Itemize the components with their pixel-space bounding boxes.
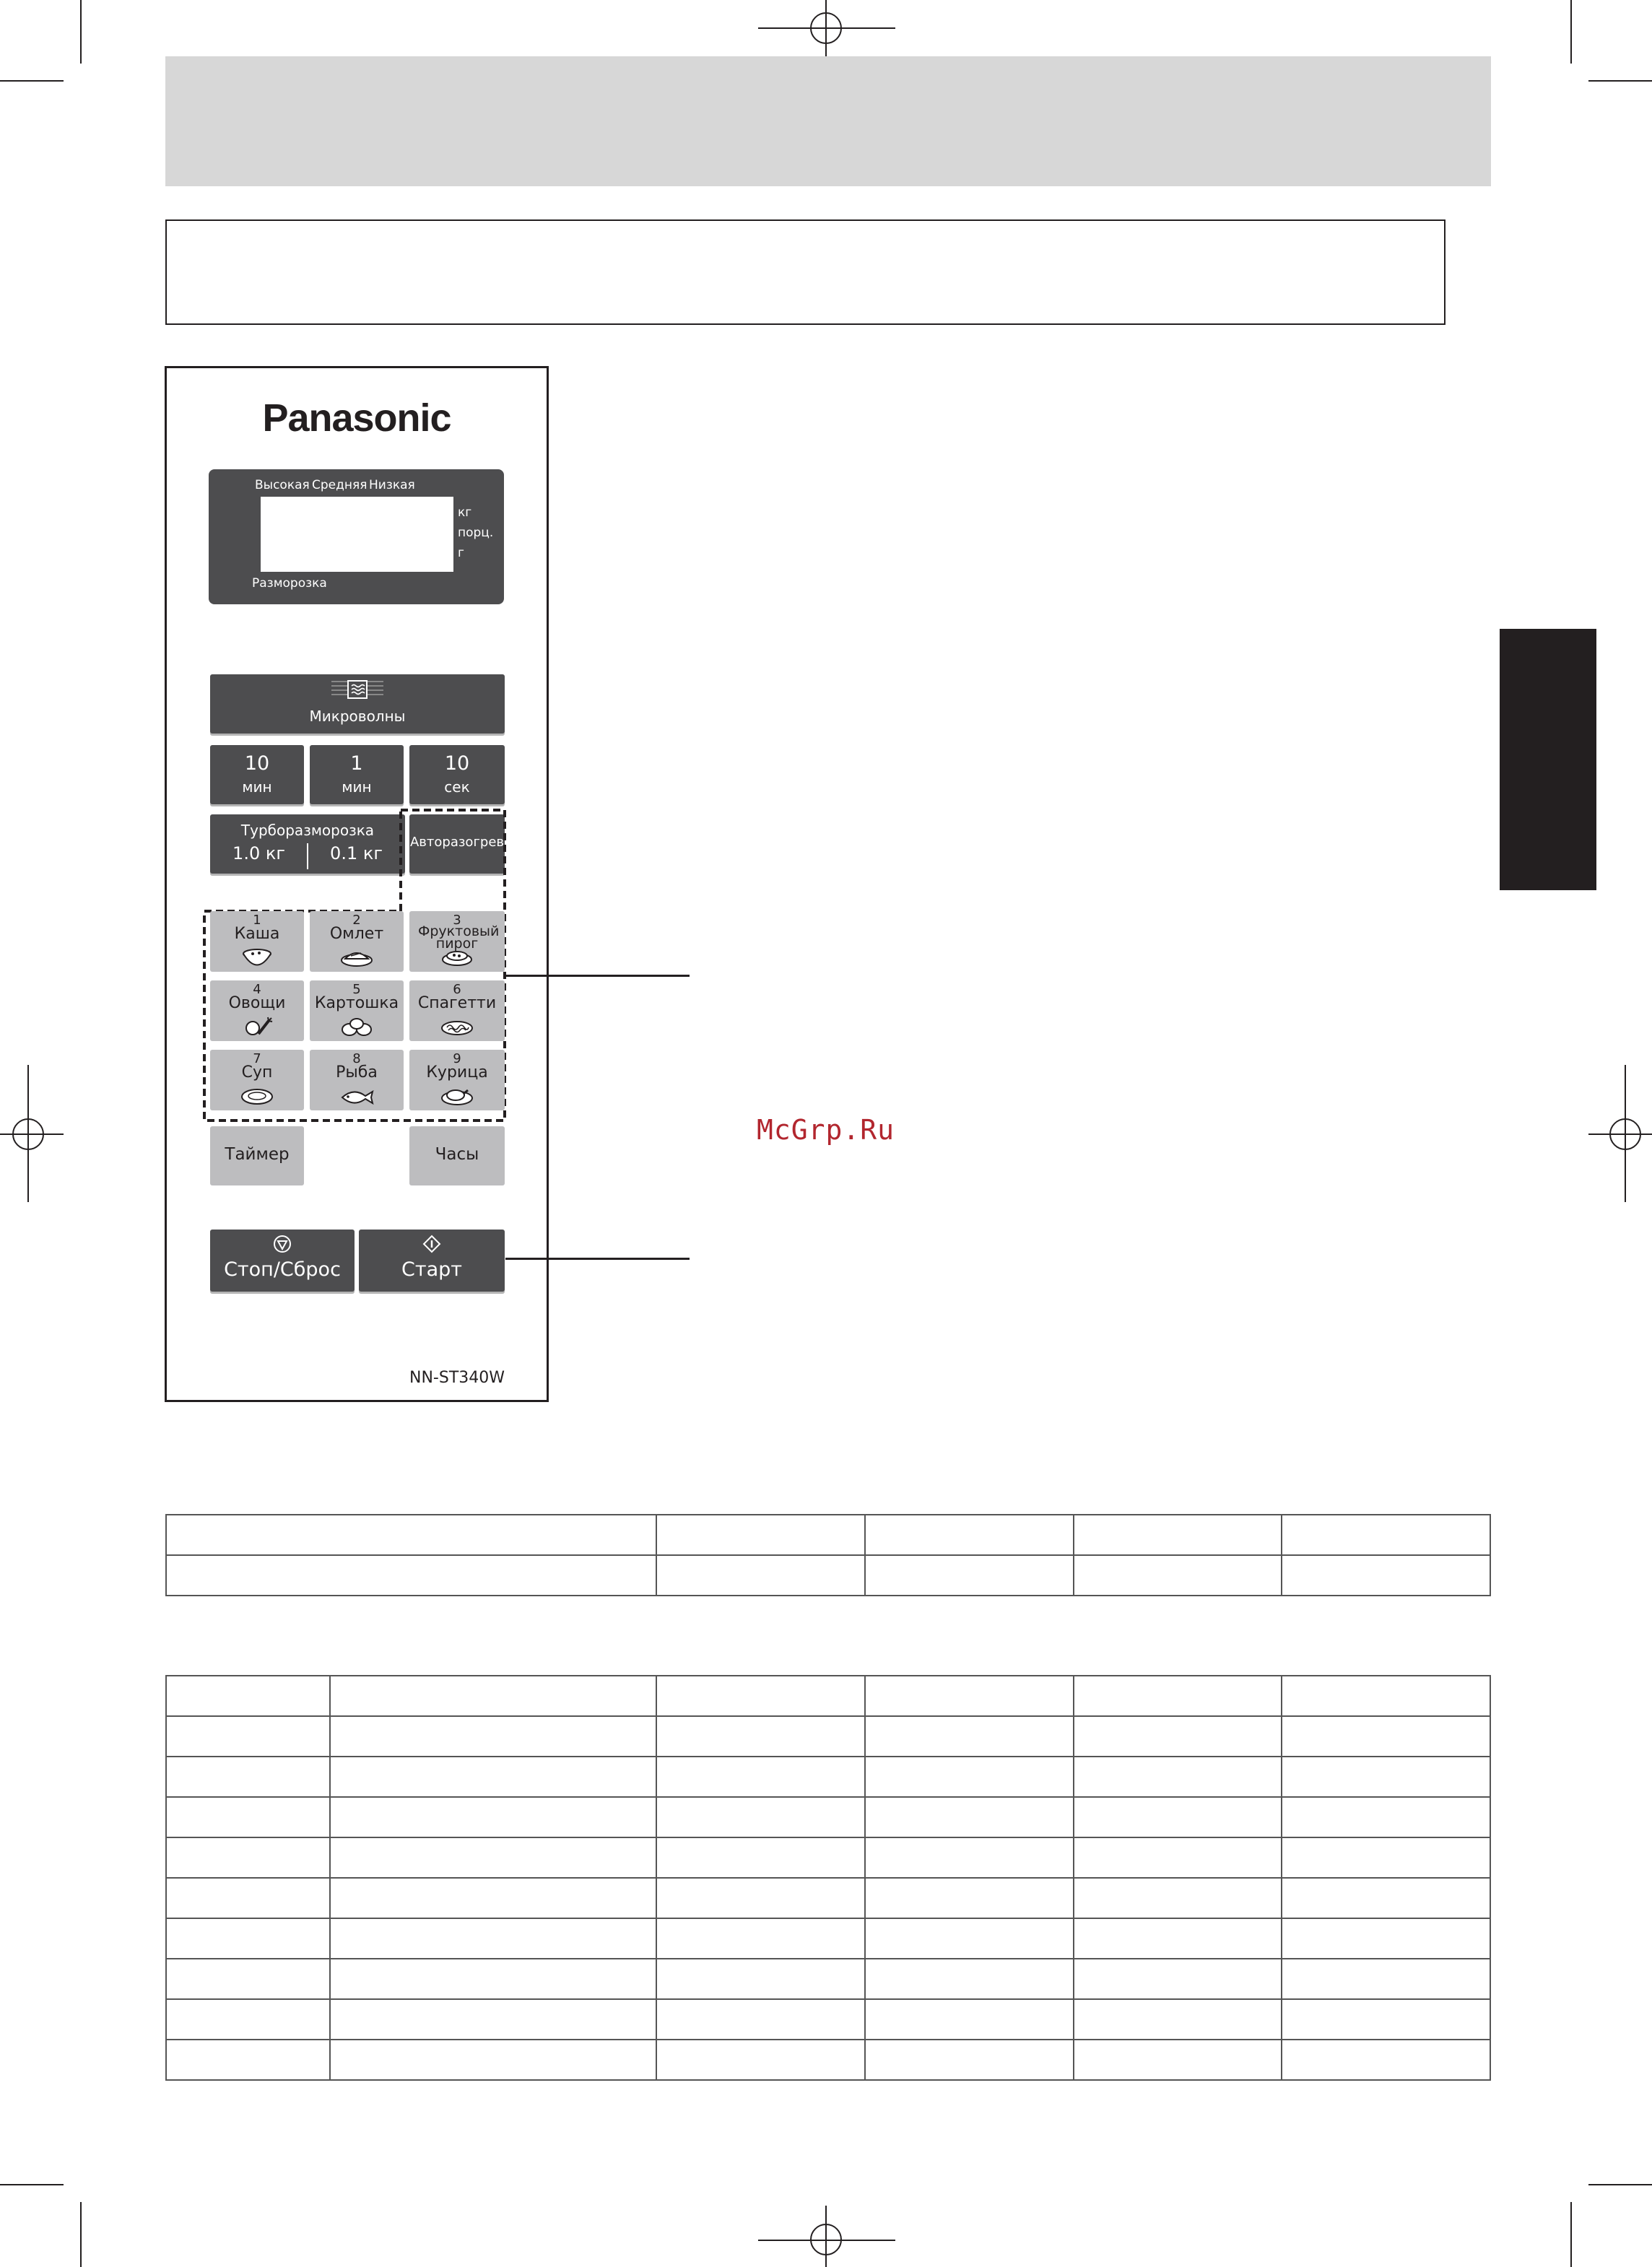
brand-logo: Panasonic — [262, 396, 451, 440]
auto-reheat-label: Авторазогрев — [409, 835, 505, 850]
defrost-label: Разморозка — [252, 576, 327, 591]
program-name: Курица — [426, 1063, 488, 1082]
clock-label: Часы — [435, 1145, 479, 1164]
start-button[interactable] — [359, 1230, 505, 1292]
program-name: Фруктовый пирог — [418, 923, 500, 952]
program-button-3[interactable] — [409, 911, 505, 972]
program-button-6[interactable] — [409, 980, 505, 1041]
time-value: 1 — [350, 752, 363, 775]
table-row — [166, 1918, 1490, 1959]
omelette-icon — [339, 947, 374, 967]
program-button-2[interactable] — [310, 911, 404, 972]
power-high-label: Высокая — [255, 478, 310, 492]
table-row — [166, 1878, 1490, 1918]
leader-line — [505, 1258, 690, 1260]
program-number: 6 — [453, 982, 461, 997]
start-label: Старт — [401, 1258, 462, 1281]
program-button-9[interactable] — [409, 1050, 505, 1110]
program-number: 4 — [253, 982, 261, 997]
program-name: Овощи — [228, 994, 286, 1012]
table-row — [166, 1555, 1490, 1596]
program-button-5[interactable] — [310, 980, 404, 1041]
time-unit: мин — [242, 778, 272, 796]
table-row — [166, 1837, 1490, 1878]
table-row — [166, 1999, 1490, 2040]
microwave-button[interactable] — [210, 674, 505, 734]
program-number: 2 — [352, 913, 361, 928]
timer-label: Таймер — [225, 1145, 290, 1164]
time-unit: сек — [444, 778, 470, 796]
program-name: Омлет — [329, 925, 384, 943]
ten-second-button[interactable] — [409, 745, 505, 804]
program-name: Рыба — [336, 1063, 378, 1082]
unit-portion-label: порц. — [458, 526, 494, 540]
table-top — [165, 1514, 1491, 1596]
crop-mark — [80, 2202, 82, 2267]
table-row — [166, 2040, 1490, 2080]
model-number: NN-ST340W — [409, 1369, 505, 1387]
fish-icon — [339, 1086, 374, 1106]
crop-mark — [1570, 2202, 1572, 2267]
program-button-4[interactable] — [210, 980, 304, 1041]
header-bar — [165, 56, 1491, 186]
bowl-icon — [240, 947, 274, 967]
turbo-defrost-label: Турборазморозка — [240, 822, 375, 839]
table-bottom — [165, 1675, 1491, 2081]
pie-icon — [440, 947, 474, 967]
program-number: 8 — [352, 1051, 361, 1066]
crop-mark — [1588, 2184, 1652, 2185]
program-number: 1 — [253, 913, 261, 928]
lcd-screen — [261, 497, 453, 572]
program-name: Картошка — [314, 994, 399, 1012]
soup-plate-icon — [240, 1086, 274, 1106]
table-row — [166, 1797, 1490, 1837]
program-button-1[interactable] — [210, 911, 304, 972]
microwave-label: Микроволны — [309, 708, 406, 725]
vegetables-icon — [240, 1015, 274, 1037]
turbo-defrost-option-2: 0.1 кг — [330, 843, 383, 863]
registration-circle — [1609, 1118, 1641, 1150]
timer-button[interactable] — [210, 1126, 304, 1185]
one-minute-button[interactable] — [310, 745, 404, 804]
spaghetti-icon — [440, 1017, 474, 1037]
program-number: 5 — [352, 982, 361, 997]
watermark: McGrp.Ru — [757, 1114, 895, 1146]
table-row — [166, 1757, 1490, 1797]
time-unit: мин — [342, 778, 372, 796]
program-name: Каша — [234, 925, 280, 943]
table-row — [166, 1716, 1490, 1757]
start-icon — [422, 1234, 442, 1254]
crop-mark — [1570, 0, 1572, 64]
program-name: Суп — [241, 1063, 273, 1082]
program-button-7[interactable] — [210, 1050, 304, 1110]
crop-mark — [80, 0, 82, 64]
registration-circle — [810, 12, 842, 44]
crop-mark — [0, 80, 64, 82]
unit-g-label: г — [458, 546, 464, 560]
crop-mark — [0, 2184, 64, 2185]
crop-mark — [1588, 80, 1652, 82]
program-number: 3 — [453, 913, 461, 928]
stop-reset-label: Стоп/Сброс — [224, 1258, 341, 1281]
program-number: 7 — [253, 1051, 261, 1066]
control-panel — [165, 366, 549, 1402]
time-value: 10 — [444, 752, 470, 775]
program-button-8[interactable] — [310, 1050, 404, 1110]
stop-reset-button[interactable] — [210, 1230, 355, 1292]
clock-button[interactable] — [409, 1126, 505, 1185]
registration-circle — [810, 2224, 842, 2255]
table-row — [166, 1676, 1490, 1716]
program-number: 9 — [453, 1051, 461, 1066]
ten-minute-button[interactable] — [210, 745, 304, 804]
potatoes-icon — [339, 1017, 374, 1037]
note-box — [165, 219, 1446, 325]
turbo-defrost-option-1: 1.0 кг — [232, 843, 285, 863]
stop-icon — [272, 1234, 292, 1254]
power-medium-label: Средняя — [312, 478, 368, 492]
section-tab — [1500, 629, 1596, 890]
table-row — [166, 1959, 1490, 1999]
power-low-label: Низкая — [369, 478, 415, 492]
time-value: 10 — [244, 752, 270, 775]
program-name: Спагетти — [417, 994, 497, 1012]
chicken-icon — [440, 1086, 474, 1106]
unit-kg-label: кг — [458, 505, 472, 520]
registration-circle — [12, 1118, 44, 1150]
leader-line — [505, 975, 690, 977]
microwave-icon — [331, 679, 383, 703]
table-row — [166, 1515, 1490, 1555]
display — [209, 469, 504, 604]
